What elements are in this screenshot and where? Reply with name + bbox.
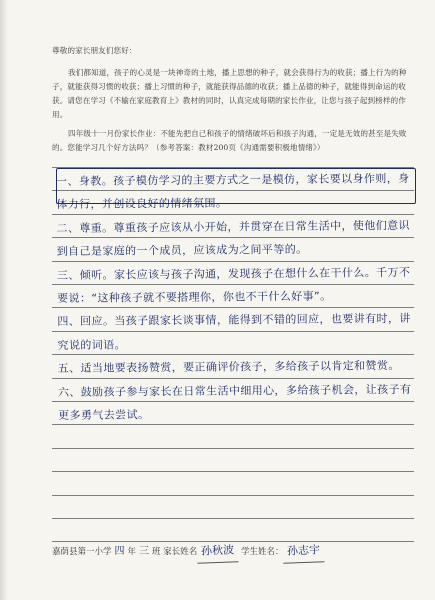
handwritten-answer [56,167,413,428]
letter-greeting: 尊敬的家长朋友们您好： [52,46,137,55]
parent-name-label: 家长姓名 [163,547,198,557]
answer-item-4: 四、回应。当孩子跟家长谈事情，能得到不错的回应，也要讲有时，讲究说的词语。 [57,312,411,352]
class-value: 三 [139,546,150,557]
class-suffix: 班 [152,547,161,557]
grade-value: 四 [114,546,125,557]
parent-signature: 孙秋波 [197,539,239,563]
ruled-line [52,448,414,449]
student-signature: 孙志宇 [283,539,325,563]
homework-question: 四年级十一月份家长作业：不能先把自己和孩子的情绪破坏后和孩子沟通，一定是无效的甚至是失败的。您能学习几个好方法吗？（参考答案：教材200页《沟通需要积极地情绪》） [52,129,407,152]
school-name: 嘉荫县第一小学 [52,547,112,557]
answer-item-3: 三、倾听。家长应该与孩子沟通，发现孩子在想什么在干什么。千万不要说：“这种孩子就不要搭理你，你也不干什么好事”。 [56,265,411,306]
answer-item-2: 二、尊重。尊重孩子应该从小开始，并贯穿在日常生活中，使他们意识到自己是家庭的一个成员，应该成为之间平等的。 [56,218,410,259]
ruled-line [52,471,414,472]
letter-paragraph-1: 我们都知道，孩子的心灵是一块神奇的土地，播上思想的种子，就会获得行为的收获；播上行为的种子，就能获得习惯的收获；播上习惯的种子，就能获得品德的收获；播上品德的种子，就能得到命运的收获。请您在学习《不输在家庭教育上》教材的同时，认真完成每期的家长作业，让您与孩子起到榜样的作用。 [52,68,407,119]
ruled-line [52,495,414,496]
answer-item-6: 六、鼓励孩子参与家长在日常生活中细用心，多给孩子机会，让孩子有更多勇气去尝试。 [57,382,412,423]
ruled-line [52,518,414,519]
student-name-label: 学生姓名： [240,547,284,557]
scan-edge [0,0,8,600]
grade-suffix: 年 [127,547,137,557]
signature-line [52,540,421,562]
answer-item-1: 一、身教。孩子模仿学习的主要方式之一是模仿，家长要以身作则，身体力行，并创设良好的情绪氛围。 [56,171,410,212]
answer-item-5: 五、适当地要表扬赞赏，要正确评价孩子，多给孩子以肯定和赞赏。 [57,359,400,376]
